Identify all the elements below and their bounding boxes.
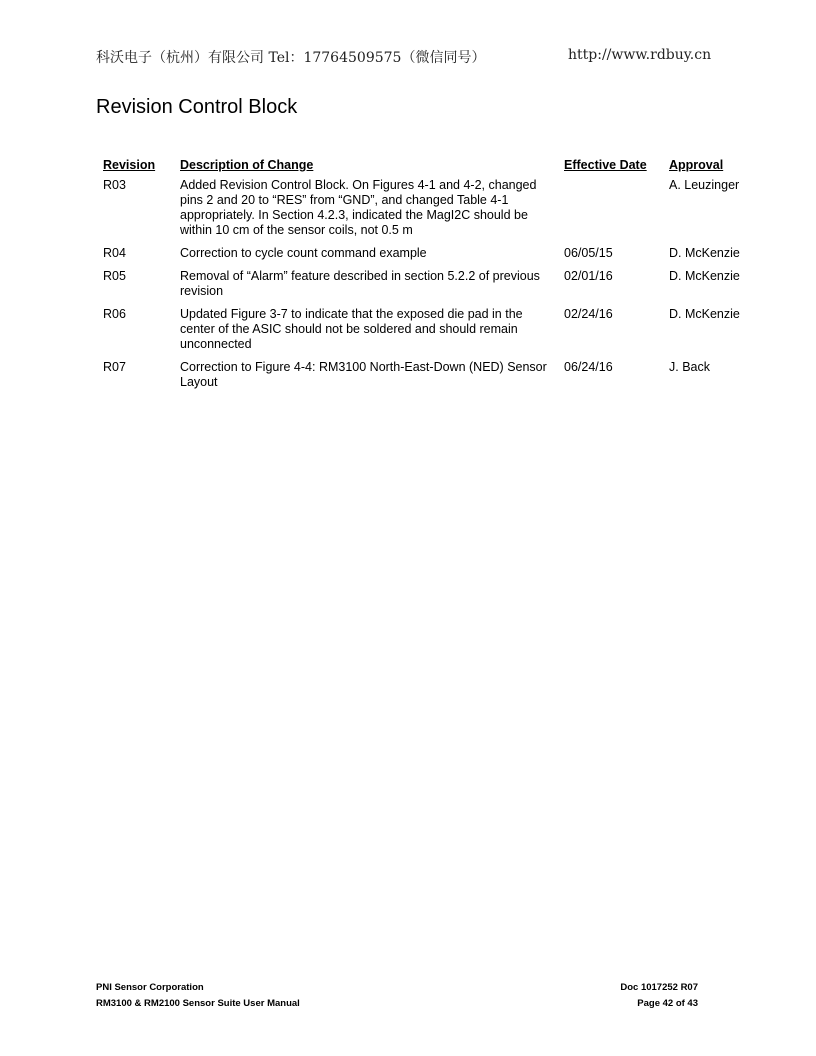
revision-cell: R06	[103, 307, 126, 321]
header-url[interactable]: http://www.rdbuy.cn	[568, 47, 712, 63]
column-header-effective-date: Effective Date	[564, 158, 647, 172]
revision-cell: R07	[103, 360, 126, 374]
footer-manual-title: RM3100 & RM2100 Sensor Suite User Manual	[96, 998, 300, 1009]
description-cell: Correction to cycle count command example	[180, 246, 427, 260]
table-row	[96, 266, 762, 304]
footer-page-number: Page 42 of 43	[637, 998, 698, 1009]
revision-cell: R04	[103, 246, 126, 260]
description-cell: Removal of “Alarm” feature described in section 5.2.2 of previous revision	[180, 269, 540, 298]
table-header-row	[96, 156, 762, 175]
footer-doc-number: Doc 1017252 R07	[620, 982, 698, 993]
table-row	[96, 175, 762, 243]
table-row	[96, 243, 762, 266]
approval-cell: D. McKenzie	[669, 307, 740, 321]
page-title: Revision Control Block	[96, 96, 298, 118]
column-header-revision: Revision	[103, 158, 156, 172]
table-row	[96, 357, 762, 395]
header-contact: 科沃电子（杭州）有限公司 Tel：17764509575（微信同号）	[96, 50, 486, 66]
table-row	[96, 304, 762, 357]
description-cell: Correction to Figure 4-4: RM3100 North-East-Down (NED) Sensor Layout	[180, 360, 547, 389]
description-cell: Added Revision Control Block. On Figures 4-1 and 4-2, changed pins 2 and 20 to “RES” from “GND”, and changed Table 4-1 appropriately. In Section 4.2.3, indicated the MagI2C should be within 10 cm of the sensor coils, not 0.5 m	[180, 178, 537, 237]
revision-cell: R03	[103, 178, 126, 192]
footer-company: PNI Sensor Corporation	[96, 982, 204, 993]
approval-cell: D. McKenzie	[669, 246, 740, 260]
date-cell: 06/05/15	[564, 246, 613, 260]
description-cell: Updated Figure 3-7 to indicate that the exposed die pad in the center of the ASIC should not be soldered and should remain unconnected	[180, 307, 523, 351]
approval-cell: J. Back	[669, 360, 710, 374]
date-cell: 02/01/16	[564, 269, 613, 283]
revision-cell: R05	[103, 269, 126, 283]
column-header-description: Description of Change	[180, 158, 314, 172]
page-header	[96, 47, 726, 69]
revision-table	[96, 156, 762, 395]
date-cell: 02/24/16	[564, 307, 613, 321]
column-header-approval: Approval	[669, 158, 724, 172]
approval-cell: D. McKenzie	[669, 269, 740, 283]
date-cell	[557, 175, 662, 243]
date-cell: 06/24/16	[564, 360, 613, 374]
approval-cell: A. Leuzinger	[669, 178, 740, 192]
